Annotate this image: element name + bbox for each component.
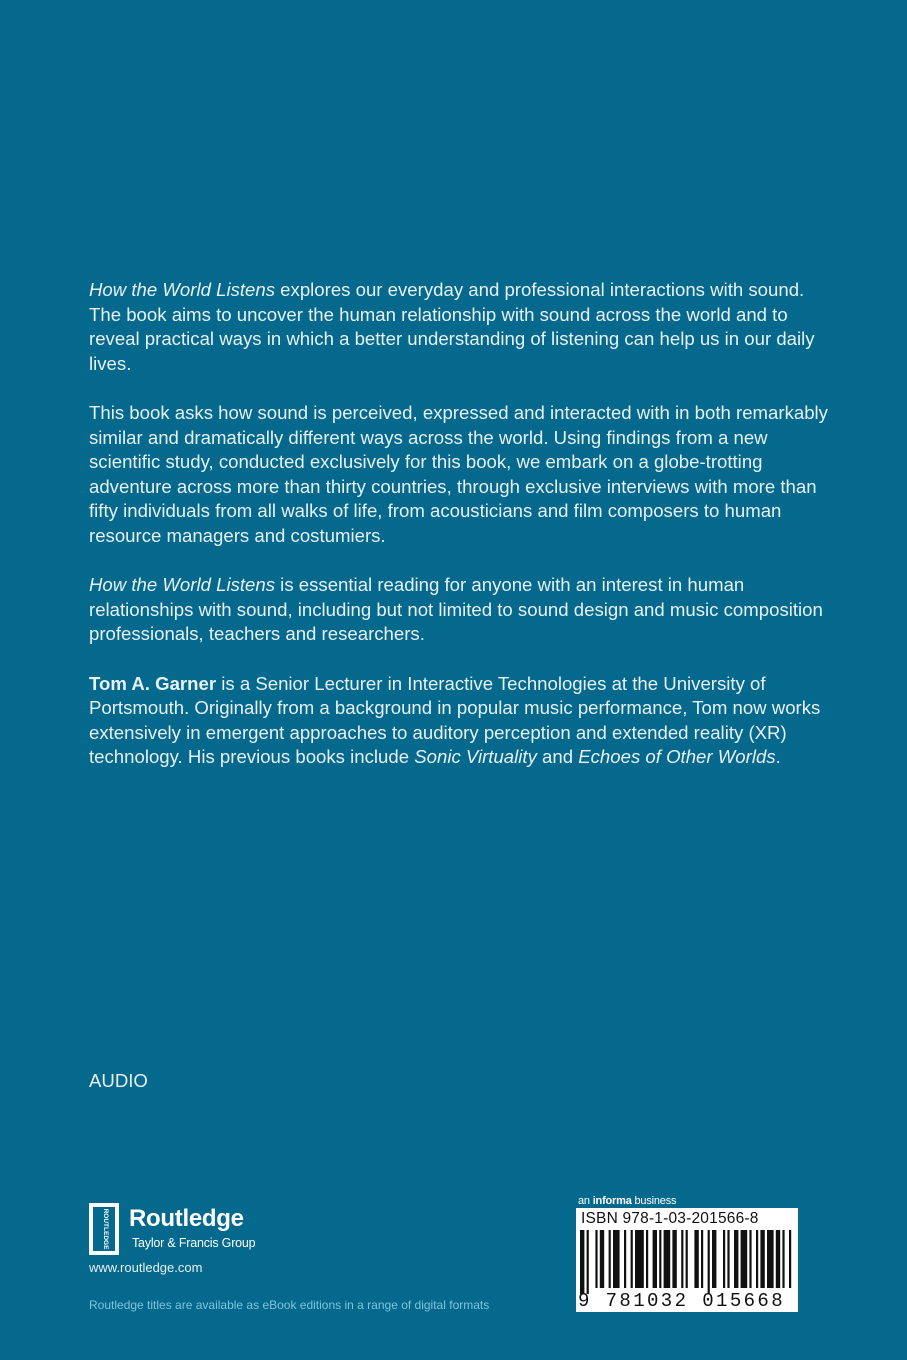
barcode-bar <box>767 1230 774 1288</box>
barcode-bar <box>708 1230 710 1294</box>
informa-business-label: an informa business <box>578 1195 677 1207</box>
barcode-bar <box>672 1230 676 1288</box>
barcode-bar <box>613 1230 620 1288</box>
barcode-bar <box>646 1230 648 1288</box>
blurb-paragraph-3: How the World Listens is essential reading for anyone with an interest in human relationships with sound, including but not limited to sound design and music composition professionals, teachers and researchers. <box>89 574 823 645</box>
publisher-name: Routledge <box>129 1205 244 1232</box>
barcode-bar <box>782 1230 784 1288</box>
barcode-bar <box>580 1230 584 1294</box>
barcode-bar <box>653 1230 657 1288</box>
publisher-group: Taylor & Francis Group <box>132 1236 256 1250</box>
barcode-bar <box>600 1230 604 1288</box>
barcode-bar <box>595 1230 597 1288</box>
author-bio: Tom A. Garner is a Senior Lecturer in Interactive Technologies at the University of Portsmouth. Originally from a background in popular music performance, Tom now works extensively in emergent approaches to auditory perception and extended reality (XR) technology. His previous books include Sonic Virtuality and Echoes of Other Worlds. <box>89 672 821 768</box>
barcode-bar <box>789 1230 791 1288</box>
previous-book-1: Sonic Virtuality <box>414 746 537 768</box>
logo-vertical-text: ROUTLEDGE <box>102 1208 109 1250</box>
barcode-bars <box>580 1230 794 1296</box>
previous-book-2: Echoes of Other Worlds <box>578 746 776 768</box>
subject-category: AUDIO <box>89 1070 148 1091</box>
author-name: Tom A. Garner <box>89 672 217 694</box>
barcode-bar <box>712 1230 716 1288</box>
barcode <box>576 1208 798 1312</box>
barcode-bar <box>681 1230 683 1288</box>
book-title-italic: How the World Listens <box>89 574 276 596</box>
barcode-bar <box>686 1230 688 1288</box>
barcode-bar <box>694 1230 698 1288</box>
back-cover-blurb <box>89 278 829 794</box>
barcode-bar <box>624 1230 626 1288</box>
barcode-bar <box>760 1230 764 1288</box>
blurb-paragraph-2: This book asks how sound is perceived, expressed and interacted with in both remarkably similar and dramatically different ways across the world. Using findings from a new scientific study, conducted exclusively for this book, we embark on a globe-trotting adventure across more than thirty countries, through exclusive interviews with more than fifty individuals from all walks of life, from acousticians and film composers to human resource managers and costumiers. <box>89 401 828 546</box>
barcode-bar <box>741 1230 748 1288</box>
publisher-url[interactable]: www.routledge.com <box>89 1260 203 1275</box>
book-title-italic: How the World Listens <box>89 279 276 300</box>
barcode-bar <box>631 1230 633 1288</box>
barcode-bar <box>723 1230 725 1288</box>
barcode-bar <box>776 1230 780 1288</box>
barcode-bar <box>587 1230 589 1294</box>
barcode-bar <box>701 1230 703 1288</box>
barcode-bar <box>734 1230 738 1288</box>
routledge-logo <box>89 1203 289 1255</box>
ebook-note: Routledge titles are available as eBook editions in a range of digital formats <box>89 1298 490 1312</box>
barcode-bar <box>756 1230 758 1288</box>
barcode-bar <box>659 1230 661 1288</box>
barcode-bar <box>664 1230 671 1288</box>
routledge-r-icon <box>89 1203 119 1255</box>
barcode-bar <box>727 1230 729 1288</box>
blurb-paragraph-1: How the World Listens explores our everyday and professional interactions with sound. The book aims to uncover the human relationship with sound across the world and to reveal practical ways in which a better understanding of listening can help us in our daily lives. <box>89 279 815 374</box>
ean-digits: 9 781032 015668 <box>578 1290 786 1312</box>
isbn-number: ISBN 978-1-03-201566-8 <box>581 1210 759 1227</box>
barcode-bar <box>635 1230 644 1288</box>
barcode-bar <box>609 1230 611 1288</box>
barcode-bar <box>749 1230 751 1288</box>
